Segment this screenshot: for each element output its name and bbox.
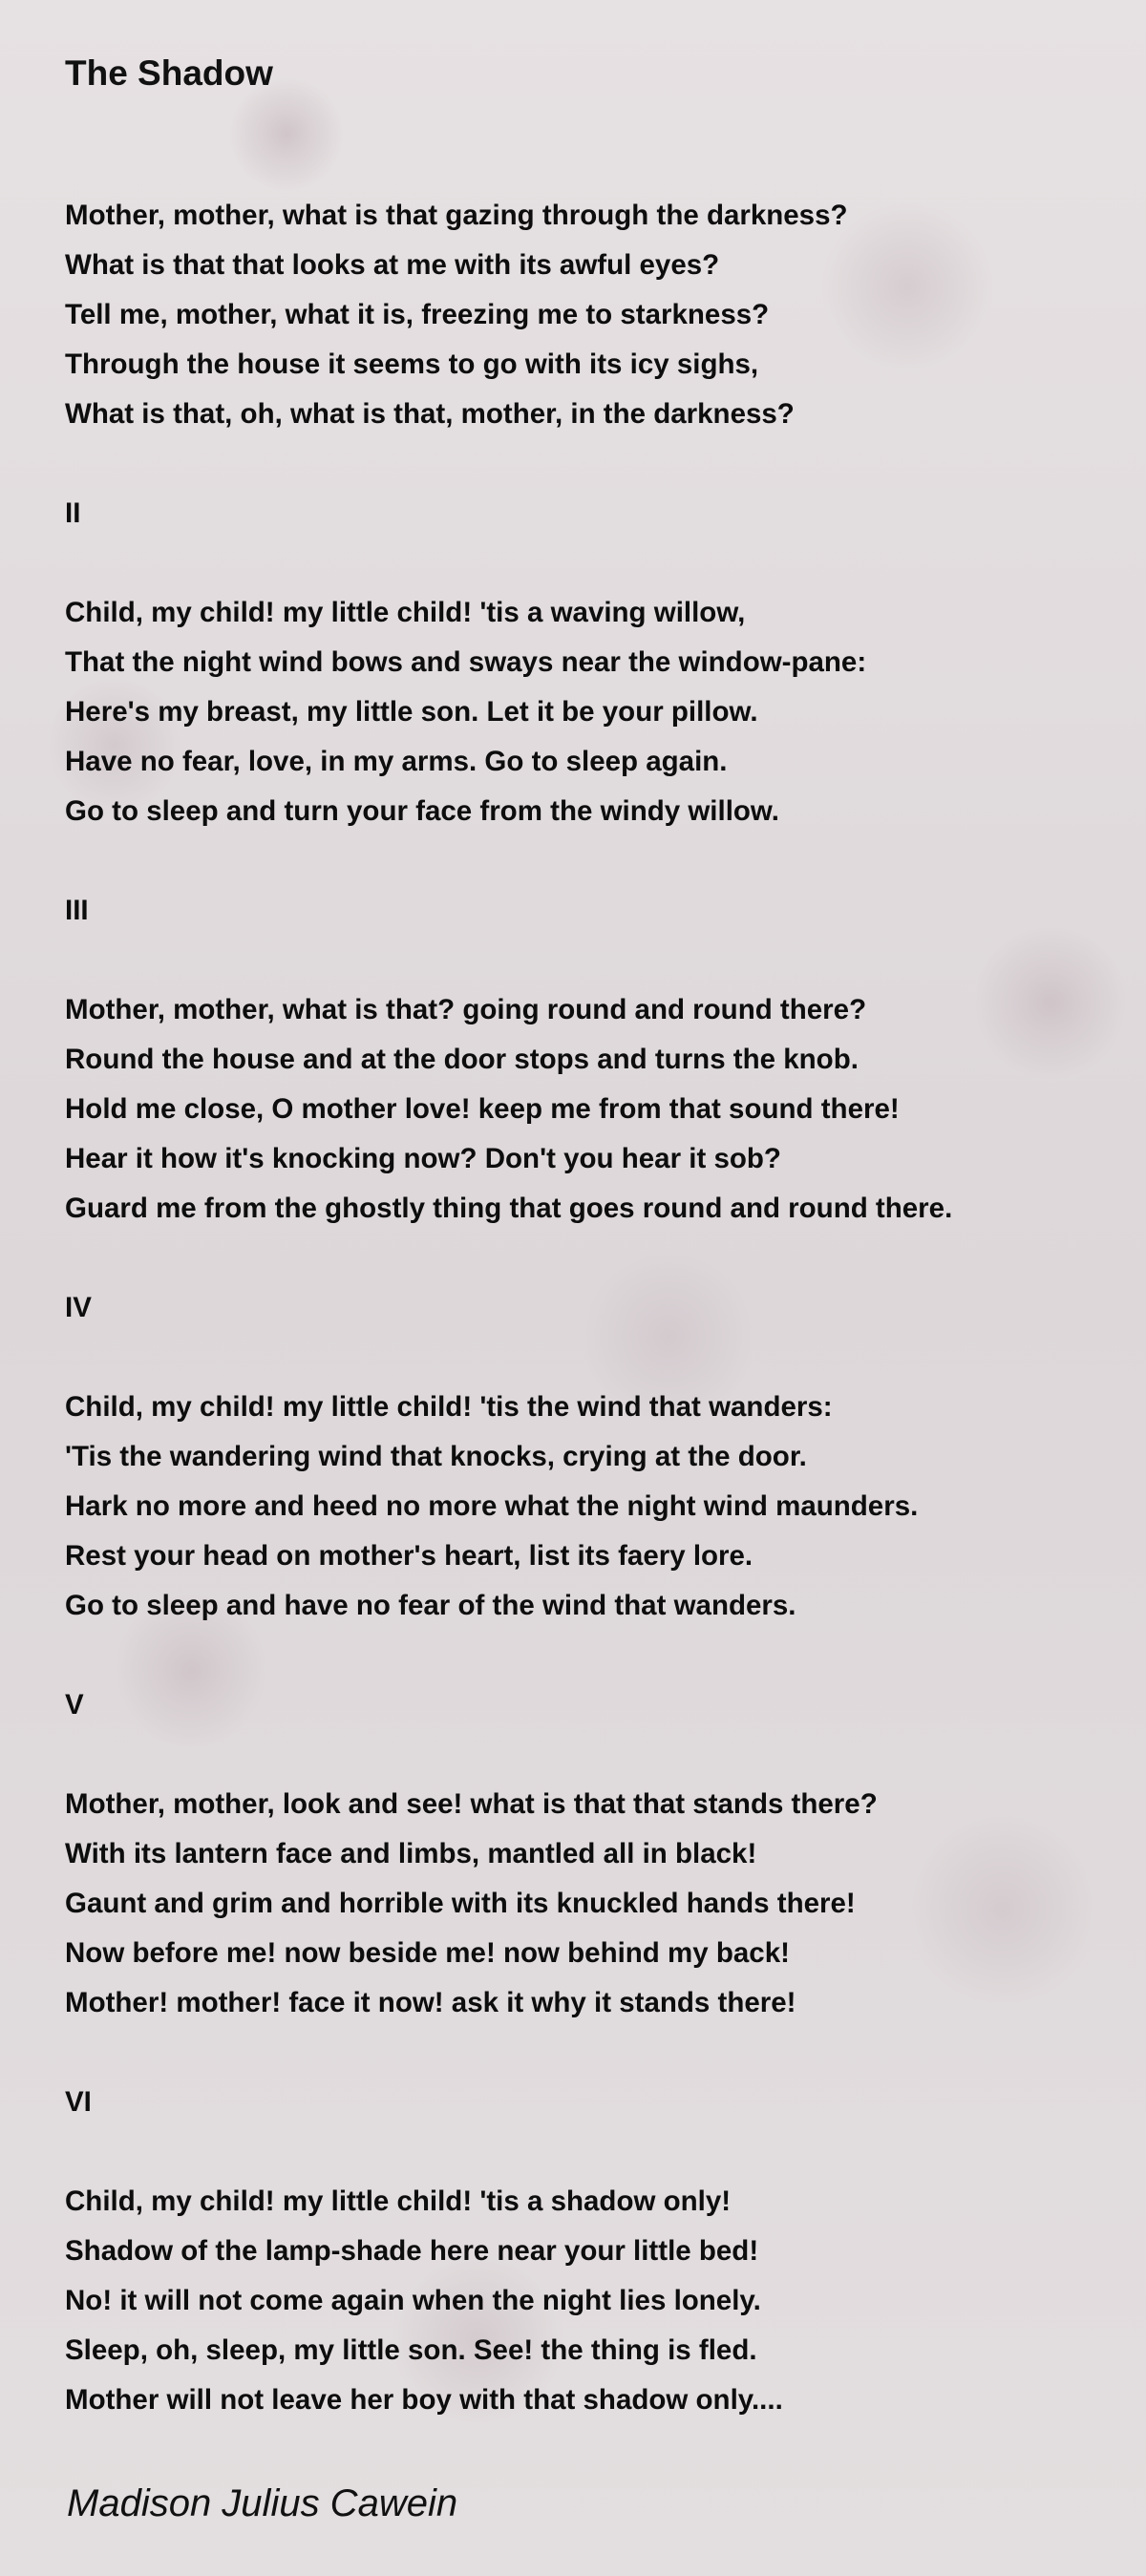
poem-line: 'Tis the wandering wind that knocks, crying at the door. [65,1441,807,1472]
poem-line: Child, my child! my little child! 'tis the wind that wanders: [65,1391,833,1423]
stanza-gap [65,836,1125,886]
poem-line: Have no fear, love, in my arms. Go to sleep again. [65,746,728,777]
poem-line: Shadow of the lamp-shade here near your little bed! [65,2235,759,2267]
poem-line: Hold me close, O mother love! keep me from that sound there! [65,1093,900,1125]
poem-line: What is that, oh, what is that, mother, in the darkness? [65,398,795,430]
stanza-4 [65,1283,1125,1631]
poem-line: Mother will not leave her boy with that shadow only.... [65,2384,783,2416]
section-numeral: III [65,895,89,926]
poem-line: That the night wind bows and sways near the window-pane: [65,646,867,678]
stanza-6 [65,2078,1125,2425]
poem-line: Mother! mother! face it now! ask it why it stands there! [65,1987,796,2018]
poem-line: Hear it how it's knocking now? Don't you hear it sob? [65,1143,781,1174]
poem-line: Mother, mother, look and see! what is that that stands there? [65,1788,878,1820]
author-name: Madison Julius Cawein [67,2482,458,2524]
stanza-gap [65,1234,1125,1283]
poem-line: Sleep, oh, sleep, my little son. See! the thing is fled. [65,2334,757,2366]
poem-body [65,191,1125,2425]
stanza-gap [65,439,1125,489]
poem-line: What is that that looks at me with its awful eyes? [65,249,720,281]
stanza-1 [65,191,1125,439]
poem-title: The Shadow [65,53,273,93]
poem-line: Round the house and at the door stops and turns the knob. [65,1044,859,1075]
poem-line: No! it will not come again when the night lies lonely. [65,2285,761,2316]
poem-line: Tell me, mother, what it is, freezing me to starkness? [65,299,770,330]
stanza-2 [65,489,1125,836]
poem-line: Child, my child! my little child! 'tis a shadow only! [65,2185,732,2217]
poem-line: Go to sleep and have no fear of the wind that wanders. [65,1590,796,1621]
section-numeral: II [65,497,81,529]
section-numeral: IV [65,1292,92,1323]
poem-line: Go to sleep and turn your face from the windy willow. [65,795,779,827]
poem-line: Now before me! now beside me! now behind my back! [65,1937,790,1969]
poem-line: Here's my breast, my little son. Let it be your pillow. [65,696,758,728]
poem-line: Mother, mother, what is that? going round and round there? [65,994,867,1025]
poem-line: Hark no more and heed no more what the night wind maunders. [65,1490,919,1522]
stanza-gap [65,538,1125,588]
stanza-gap [65,1730,1125,1780]
poem-line: Guard me from the ghostly thing that goes round and round there. [65,1193,953,1224]
stanza-5 [65,1680,1125,2028]
stanza-gap [65,2028,1125,2078]
stanza-3 [65,886,1125,1234]
poem-line: Child, my child! my little child! 'tis a waving willow, [65,597,746,628]
section-numeral: V [65,1689,84,1721]
stanza-gap [65,1631,1125,1680]
stanza-gap [65,936,1125,985]
stanza-gap [65,2127,1125,2177]
section-numeral: VI [65,2086,92,2118]
poem-line: Rest your head on mother's heart, list its faery lore. [65,1540,753,1572]
stanza-gap [65,1333,1125,1383]
poem-line: Mother, mother, what is that gazing through the darkness? [65,200,848,231]
poem-line: Gaunt and grim and horrible with its knuckled hands there! [65,1888,856,1919]
poem-line: Through the house it seems to go with its icy sighs, [65,348,759,380]
poem-line: With its lantern face and limbs, mantled all in black! [65,1838,757,1869]
